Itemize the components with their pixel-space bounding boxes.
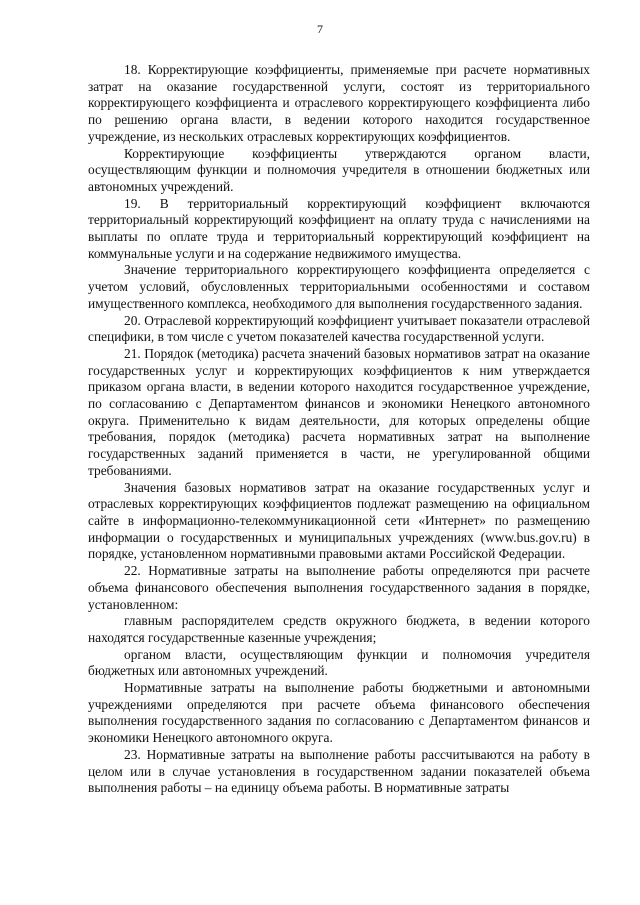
page-number: 7 [317, 22, 323, 36]
paragraph-19: 19. В территориальный корректирующий коэффициент включаются территориальный корректирующий коэффициент на оплату труда с начислениями на выплаты по оплате труда и территориальный корректирующий коэффициент на коммунальные услуги и на содержание недвижимого имущества. [88, 195, 590, 261]
paragraph-18: 18. Корректирующие коэффициенты, применяемые при расчете нормативных затрат на оказание государственной услуги, состоят из территориального корректирующего коэффициента и отраслевого корректирующего коэффициента либо по решению органа власти, в ведении которого находится государственное учреждение, из нескольких отраслевых корректирующих коэффициентов. [88, 62, 590, 144]
paragraph-22-item-1: главным распорядителем средств окружного бюджета, в ведении которого находятся государственные казенные учреждения; [88, 613, 590, 645]
paragraph-21: 21. Порядок (методика) расчета значений базовых нормативов затрат на оказание государственных услуг и корректирующих коэффициентов к ним утверждается приказом органа власти, в ведении которого находится государственное учреждение, по согласованию с Департаментом финансов и экономики Ненецкого автономного округа. Применительно к видам деятельности, для которых определены общие требования, порядок (методика) расчета нормативных затрат на выполнение государственных заданий применяется в части, не урегулированной общими требованиями. [88, 345, 590, 478]
paragraph-23: 23. Нормативные затраты на выполнение работы рассчитываются на работу в целом или в случае установления в государственном задании показателей объема выполнения работы – на единицу объема работы. В нормативные затраты [88, 746, 590, 796]
paragraph-22-item-2: органом власти, осуществляющим функции и полномочия учредителя бюджетных или автономных учреждений. [88, 646, 590, 679]
paragraph-21-publication: Значения базовых нормативов затрат на оказание государственных услуг и отраслевых корректирующих коэффициентов подлежат размещению на официальном сайте в информационно-телекоммуникационной сети «Интернет» по размещению информации о государственных и муниципальных учреждениях (www.bus.gov.ru) в порядке, установленном нормативными правовыми актами Российской Федерации. [88, 479, 590, 562]
document-body [88, 62, 590, 797]
paragraph-22: 22. Нормативные затраты на выполнение работы определяются при расчете объема финансового обеспечения выполнения государственного задания в порядке, установленном: [88, 563, 590, 612]
paragraph-20: 20. Отраслевой корректирующий коэффициент учитывает показатели отраслевой специфики, в том числе с учетом показателей качества государственной услуги. [88, 312, 590, 345]
paragraph-22-agreement: Нормативные затраты на выполнение работы бюджетными и автономными учреждениями определяются при расчете объема финансового обеспечения выполнения государственного задания по согласованию с Департаментом финансов и экономики Ненецкого автономного округа. [88, 680, 590, 746]
paragraph-18-approval: Корректирующие коэффициенты утверждаются органом власти, осуществляющим функции и полномочия учредителя в отношении бюджетных или автономных учреждений. [88, 145, 590, 194]
paragraph-19-value: Значение территориального корректирующего коэффициента определяется с учетом условий, обусловленных территориальными особенностями и составом имущественного комплекса, необходимого для выполнения государственного задания. [88, 262, 590, 311]
